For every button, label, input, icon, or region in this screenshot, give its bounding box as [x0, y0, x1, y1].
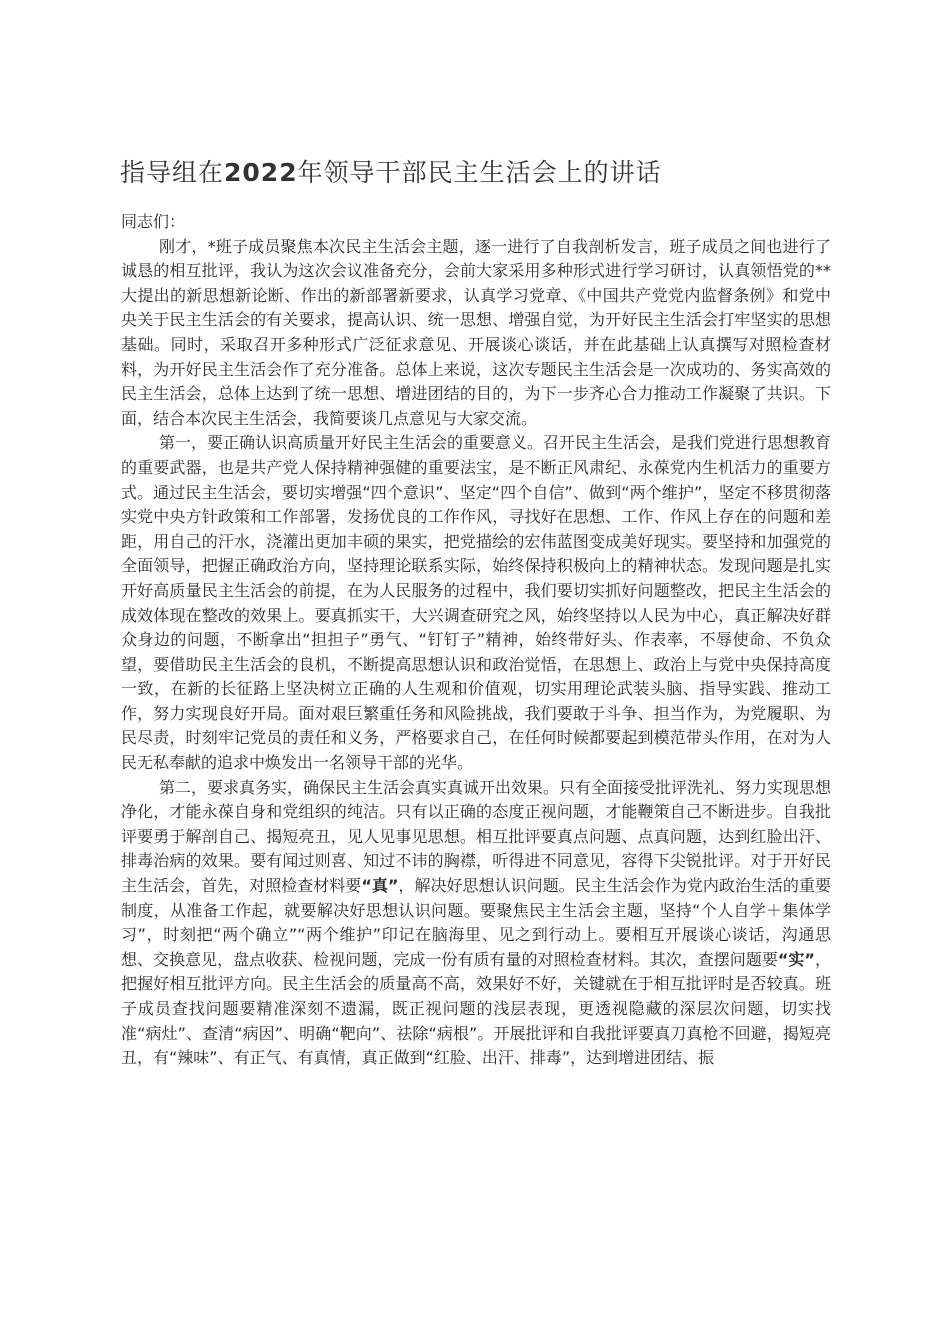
title-prefix: 指导组在 [120, 158, 225, 187]
paragraph-first-point: 第一，要正确认识高质量开好民主生活会的重要意义。召开民主生活会，是我们党进行思想教育的重要武器，也是共产党人保持精神强健的重要法宝，是不断正风肃纪、永葆党内生机活力的重要方式。通过民主生活会，要切实增强“四个意识”、坚定“四个自信”、做到“两个维护”，坚定不移贯彻落实党中央方针政策和工作部署，发扬优良的工作作风，寻找好在思想、工作、作风上存在的问题和差距，用自己的汗水，浇灌出更加丰硕的果实，把党描绘的宏伟蓝图变成美好现实。要坚持和加强党的全面领导，把握正确政治方向，坚持理论联系实际，始终保持积极向上的精神状态。发现问题是扎实开好高质量民主生活会的前提，在为人民服务的过程中，我们要切实抓好问题整改，把民主生活会的成效体现在整改的效果上。要真抓实干，大兴调查研究之风，始终坚持以人民为中心，真正解决好群众身边的问题，不断拿出“担担子”勇气、“钉钉子”精神，始终带好头、作表率，不辱使命、不负众望，要借助民主生活会的良机，不断提高思想认识和政治觉悟，在思想上、政治上与党中央保持高度一致，在新的长征路上坚决树立正确的人生观和价值观，切实用理论武装头脑、指导实践、推动工作，努力实现良好开局。面对艰巨繁重任务和风险挑战，我们要敢于斗争、担当作为，为党履职、为民尽责，时刻牢记党员的责任和义务，严格要求自己，在任何时候都要起到模范带头作用，在对为人民无私奉献的追求中焕发出一名领导干部的光华。 [121, 433, 832, 773]
emphasis-zhen: “真” [361, 876, 399, 896]
document-body [121, 210, 831, 1071]
title-suffix: 年领导干部民主生活会上的讲话 [297, 158, 662, 187]
emphasis-shi: “实” [777, 949, 815, 969]
paragraph-second-point [121, 776, 831, 1071]
title-year: 2022 [224, 158, 298, 187]
paragraph-second-point-part3: ，把握好相互批评方向。民主生活会的质量高不高，效果好不好，关键就在于相互批评时是否较真。班子成员查找问题要精准深刻不遗漏，既正视问题的浅层表现，更透视隐藏的深层次问题，切实找准“病灶”、查清“病因”、明确“靶向”、祛除“病根”。开展批评和自我批评要真刀真枪不回避，揭短亮丑，有“辣味”、有正气、有真情，真正做到“红脸、出汗、排毒”，达到增进团结、振 [121, 949, 831, 1068]
paragraph-second-point-part1: 第二，要求真务实，确保民主生活会真实真诚开出效果。只有全面接受批评洗礼、努力实现思想净化，才能永葆自身和党组织的纯洁。只有以正确的态度正视问题，才能鞭策自己不断进步。自我批评要勇于解剖自己、揭短亮丑，见人见事见思想。相互批评要真点问题、点真问题，达到红脸出汗、排毒治病的效果。要有闻过则喜、知过不讳的胸襟，听得进不同意见，容得下尖锐批评。对于开好民主生活会，首先，对照检查材料要 [121, 777, 832, 896]
paragraph-opening: 刚才，*班子成员聚焦本次民主生活会主题，逐一进行了自我剖析发言，班子成员之间也进行了诚恳的相互批评，我认为这次会议准备充分，会前大家采用多种形式进行学习研讨，认真领悟党的**大提出的新思想新论断、作出的新部署新要求，认真学习党章、《中国共产党党内监督条例》和党中央关于民主生活会的有关要求，提高认识、统一思想、增强自觉，为开好民主生活会打牢坚实的思想基础。同时，采取召开多种形式广泛征求意见、开展谈心谈话，并在此基础上认真撰写对照检查材料，为开好民主生活会作了充分准备。总体上来说，这次专题民主生活会是一次成功的、务实高效的民主生活会，总体上达到了统一思想、增进团结的目的，为下一步齐心合力推动工作凝聚了共识。下面，结合本次民主生活会，我简要谈几点意见与大家交流。 [121, 236, 831, 428]
paragraph-second-point-part2: ，解决好思想认识问题。民主生活会作为党内政治生活的重要制度，从准备工作起，就要解决好思想认识问题。要聚焦民主生活会主题，坚持“个人自学＋集体学习”，时刻把“两个确立”“两个维护”印记在脑海里、见之到行动上。要相互开展谈心谈话，沟通思想、交换意见，盘点收获、检视问题，完成一份有质有量的对照检查材料。其次，查摆问题要 [121, 876, 831, 969]
greeting: 同志们： [121, 212, 186, 231]
document-title [120, 155, 840, 191]
